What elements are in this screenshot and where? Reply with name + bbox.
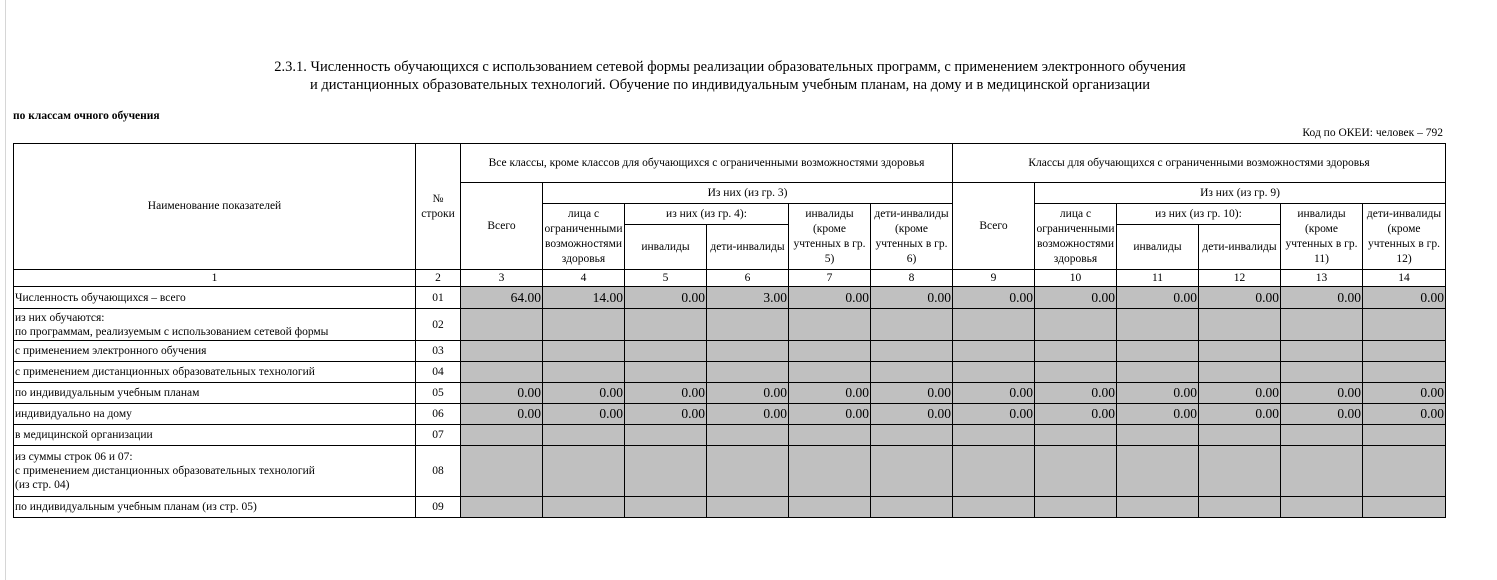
column-number: 7 xyxy=(789,270,871,287)
header-name: Наименование показателей xyxy=(14,144,416,270)
table-title xyxy=(0,58,1460,94)
header-total-3: Всего xyxy=(461,183,543,270)
value-cell[interactable]: 14.00 xyxy=(543,287,625,309)
subtitle: по классам очного обучения xyxy=(13,110,160,122)
row-label: Численность обучающихся – всего xyxy=(14,287,416,309)
disabled-cell xyxy=(789,362,871,383)
disabled-cell xyxy=(1363,362,1446,383)
disabled-cell xyxy=(543,309,625,341)
value-cell[interactable]: 64.00 xyxy=(461,287,543,309)
disabled-cell xyxy=(1281,497,1363,518)
value-cell[interactable]: 0.00 xyxy=(461,383,543,404)
disabled-cell xyxy=(1363,446,1446,497)
disabled-cell xyxy=(461,446,543,497)
header-ovz-4: лица с ограниченными возможностями здоровья xyxy=(543,204,625,270)
title-line-1: 2.3.1. Численность обучающихся с использованием сетевой формы реализации образовательных программ, с применением электронного обучения xyxy=(274,59,1186,75)
disabled-cell xyxy=(953,341,1035,362)
value-cell[interactable]: 0.00 xyxy=(1281,383,1363,404)
value-cell[interactable]: 0.00 xyxy=(789,287,871,309)
table-row xyxy=(14,446,1446,497)
disabled-cell xyxy=(871,497,953,518)
disabled-cell xyxy=(871,362,953,383)
header-ovz-10: лица с ограниченными возможностями здоровья xyxy=(1035,204,1117,270)
value-cell[interactable]: 0.00 xyxy=(871,404,953,425)
disabled-cell xyxy=(871,425,953,446)
row-line-number: 06 xyxy=(416,404,461,425)
table-row xyxy=(14,341,1446,362)
value-cell[interactable]: 0.00 xyxy=(789,404,871,425)
okei-code: Код по ОКЕИ: человек – 792 xyxy=(1302,127,1443,139)
data-table xyxy=(13,143,1446,518)
row-line-number: 09 xyxy=(416,497,461,518)
disabled-cell xyxy=(1035,425,1117,446)
value-cell[interactable]: 0.00 xyxy=(625,383,707,404)
disabled-cell xyxy=(1199,497,1281,518)
disabled-cell xyxy=(1117,309,1199,341)
value-cell[interactable]: 0.00 xyxy=(707,383,789,404)
disabled-cell xyxy=(953,309,1035,341)
value-cell[interactable]: 0.00 xyxy=(1199,404,1281,425)
value-cell[interactable]: 0.00 xyxy=(953,404,1035,425)
header-children-excl-12: дети-инвалиды (кроме учтенных в гр. 12) xyxy=(1363,204,1446,270)
row-label: по индивидуальным учебным планам xyxy=(14,383,416,404)
value-cell[interactable]: 0.00 xyxy=(1117,287,1199,309)
title-line-2: и дистанционных образовательных технологий. Обучение по индивидуальным учебным планам, на дому и в медицинской организации xyxy=(309,77,1151,93)
header-disabled-5: инвалиды xyxy=(625,225,707,270)
column-number: 4 xyxy=(543,270,625,287)
disabled-cell xyxy=(953,362,1035,383)
table-row xyxy=(14,309,1446,341)
table-row xyxy=(14,404,1446,425)
column-number: 1 xyxy=(14,270,416,287)
disabled-cell xyxy=(461,309,543,341)
disabled-cell xyxy=(789,497,871,518)
disabled-cell xyxy=(1281,309,1363,341)
disabled-cell xyxy=(543,362,625,383)
disabled-cell xyxy=(1363,497,1446,518)
column-number: 12 xyxy=(1199,270,1281,287)
column-number: 6 xyxy=(707,270,789,287)
disabled-cell xyxy=(1117,362,1199,383)
header-disabled-excl-11: инвалиды (кроме учтенных в гр. 11) xyxy=(1281,204,1363,270)
table-row xyxy=(14,362,1446,383)
row-line-number: 07 xyxy=(416,425,461,446)
disabled-cell xyxy=(625,341,707,362)
disabled-cell xyxy=(1035,446,1117,497)
column-number: 5 xyxy=(625,270,707,287)
value-cell[interactable]: 0.00 xyxy=(1281,287,1363,309)
row-label: из них обучаются: по программам, реализуемым с использованием сетевой формы xyxy=(14,309,416,341)
header-of-them-10: из них (из гр. 10): xyxy=(1117,204,1281,225)
value-cell[interactable]: 0.00 xyxy=(1035,404,1117,425)
value-cell[interactable]: 0.00 xyxy=(871,287,953,309)
disabled-cell xyxy=(1035,497,1117,518)
disabled-cell xyxy=(953,497,1035,518)
value-cell[interactable]: 0.00 xyxy=(1199,287,1281,309)
header-children-6: дети-инвалиды xyxy=(707,225,789,270)
column-number: 9 xyxy=(953,270,1035,287)
disabled-cell xyxy=(1035,309,1117,341)
disabled-cell xyxy=(625,497,707,518)
disabled-cell xyxy=(789,446,871,497)
row-line-number: 08 xyxy=(416,446,461,497)
table-row xyxy=(14,425,1446,446)
row-label: с применением электронного обучения xyxy=(14,341,416,362)
disabled-cell xyxy=(461,425,543,446)
header-line-no: № строки xyxy=(416,144,461,270)
header-of-them-3: Из них (из гр. 3) xyxy=(543,183,953,204)
header-of-them-4: из них (из гр. 4): xyxy=(625,204,789,225)
table-row xyxy=(14,287,1446,309)
value-cell[interactable]: 0.00 xyxy=(625,287,707,309)
row-line-number: 05 xyxy=(416,383,461,404)
value-cell[interactable]: 0.00 xyxy=(543,404,625,425)
value-cell[interactable]: 0.00 xyxy=(461,404,543,425)
disabled-cell xyxy=(707,341,789,362)
disabled-cell xyxy=(789,425,871,446)
row-label: в медицинской организации xyxy=(14,425,416,446)
header-group-all: Все классы, кроме классов для обучающихся с ограниченными возможностями здоровья xyxy=(461,144,953,183)
column-number-row xyxy=(14,270,1446,287)
disabled-cell xyxy=(1117,425,1199,446)
disabled-cell xyxy=(1363,309,1446,341)
disabled-cell xyxy=(625,446,707,497)
disabled-cell xyxy=(543,425,625,446)
disabled-cell xyxy=(789,309,871,341)
row-label: индивидуально на дому xyxy=(14,404,416,425)
header-of-them-9: Из них (из гр. 9) xyxy=(1035,183,1446,204)
header-children-12: дети-инвалиды xyxy=(1199,225,1281,270)
disabled-cell xyxy=(871,309,953,341)
disabled-cell xyxy=(953,446,1035,497)
value-cell[interactable]: 0.00 xyxy=(1363,287,1446,309)
value-cell[interactable]: 0.00 xyxy=(1035,287,1117,309)
value-cell[interactable]: 0.00 xyxy=(1281,404,1363,425)
column-number: 14 xyxy=(1363,270,1446,287)
disabled-cell xyxy=(1281,425,1363,446)
row-line-number: 03 xyxy=(416,341,461,362)
row-line-number: 02 xyxy=(416,309,461,341)
disabled-cell xyxy=(461,497,543,518)
disabled-cell xyxy=(543,497,625,518)
disabled-cell xyxy=(543,446,625,497)
value-cell[interactable]: 0.00 xyxy=(789,383,871,404)
disabled-cell xyxy=(1199,362,1281,383)
row-line-number: 04 xyxy=(416,362,461,383)
value-cell[interactable]: 0.00 xyxy=(707,404,789,425)
column-number: 13 xyxy=(1281,270,1363,287)
column-number: 3 xyxy=(461,270,543,287)
value-cell[interactable]: 0.00 xyxy=(1199,383,1281,404)
value-cell[interactable]: 0.00 xyxy=(543,383,625,404)
disabled-cell xyxy=(707,497,789,518)
disabled-cell xyxy=(707,425,789,446)
disabled-cell xyxy=(1281,341,1363,362)
row-label: с применением дистанционных образовательных технологий xyxy=(14,362,416,383)
value-cell[interactable]: 0.00 xyxy=(1117,383,1199,404)
disabled-cell xyxy=(953,425,1035,446)
disabled-cell xyxy=(543,341,625,362)
value-cell[interactable]: 0.00 xyxy=(1117,404,1199,425)
disabled-cell xyxy=(1281,446,1363,497)
value-cell[interactable]: 0.00 xyxy=(625,404,707,425)
disabled-cell xyxy=(1117,446,1199,497)
disabled-cell xyxy=(1035,362,1117,383)
column-number: 2 xyxy=(416,270,461,287)
value-cell[interactable]: 0.00 xyxy=(1035,383,1117,404)
row-line-number: 01 xyxy=(416,287,461,309)
disabled-cell xyxy=(1281,362,1363,383)
table-row xyxy=(14,383,1446,404)
disabled-cell xyxy=(707,446,789,497)
disabled-cell xyxy=(707,362,789,383)
disabled-cell xyxy=(871,446,953,497)
disabled-cell xyxy=(1199,341,1281,362)
disabled-cell xyxy=(1035,341,1117,362)
header-disabled-excl-5: инвалиды (кроме учтенных в гр. 5) xyxy=(789,204,871,270)
disabled-cell xyxy=(461,362,543,383)
disabled-cell xyxy=(1199,309,1281,341)
value-cell[interactable]: 0.00 xyxy=(1363,383,1446,404)
column-number: 10 xyxy=(1035,270,1117,287)
value-cell[interactable]: 3.00 xyxy=(707,287,789,309)
header-total-9: Всего xyxy=(953,183,1035,270)
disabled-cell xyxy=(789,341,871,362)
disabled-cell xyxy=(461,341,543,362)
disabled-cell xyxy=(1117,497,1199,518)
column-number: 8 xyxy=(871,270,953,287)
header-disabled-11: инвалиды xyxy=(1117,225,1199,270)
disabled-cell xyxy=(625,362,707,383)
value-cell[interactable]: 0.00 xyxy=(1363,404,1446,425)
row-label: из суммы строк 06 и 07: с применением дистанционных образовательных технологий (из стр. 04) xyxy=(14,446,416,497)
value-cell[interactable]: 0.00 xyxy=(871,383,953,404)
disabled-cell xyxy=(707,309,789,341)
disabled-cell xyxy=(625,425,707,446)
disabled-cell xyxy=(1117,341,1199,362)
disabled-cell xyxy=(1363,341,1446,362)
row-label: по индивидуальным учебным планам (из стр. 05) xyxy=(14,497,416,518)
table-row xyxy=(14,497,1446,518)
value-cell[interactable]: 0.00 xyxy=(953,287,1035,309)
column-number: 11 xyxy=(1117,270,1199,287)
value-cell[interactable]: 0.00 xyxy=(953,383,1035,404)
disabled-cell xyxy=(625,309,707,341)
disabled-cell xyxy=(1199,425,1281,446)
disabled-cell xyxy=(1199,446,1281,497)
header-children-excl-6: дети-инвалиды (кроме учтенных в гр. 6) xyxy=(871,204,953,270)
header-group-ovz: Классы для обучающихся с ограниченными возможностями здоровья xyxy=(953,144,1446,183)
disabled-cell xyxy=(1363,425,1446,446)
disabled-cell xyxy=(871,341,953,362)
